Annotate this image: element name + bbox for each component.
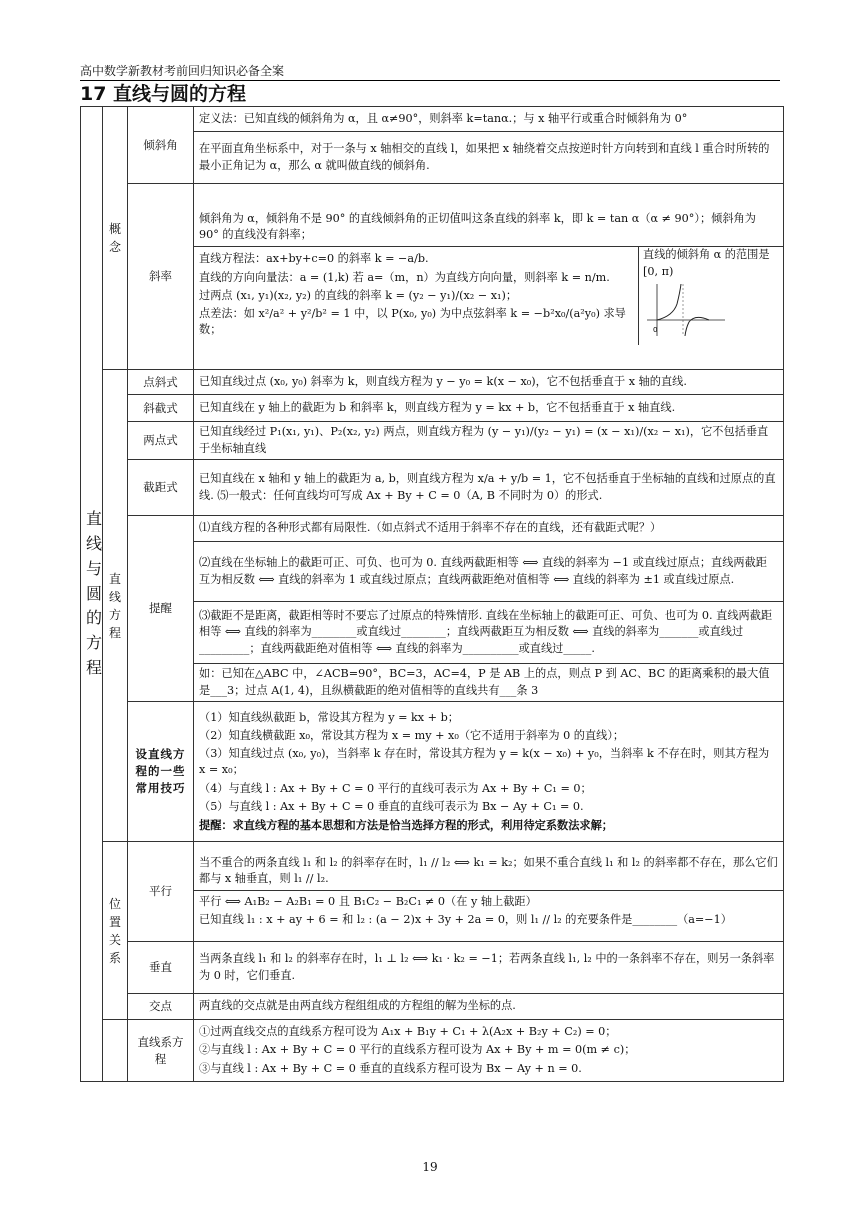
- slope-method-4: 点差法：如 x²/a² + y²/b² = 1 中，以 P(x₀, y₀) 为中点弦斜率 k = −b²x₀/(a²y₀) 求导数；: [199, 307, 626, 337]
- tip-3: （3）知直线过点 (x₀, y₀)，当斜率 k 存在时，常设其方程为 y = k(x − x₀) + y₀，当斜率 k 不存在时，则其方程为 x = x₀；: [199, 747, 770, 777]
- parallel-3: 已知直线 l₁ : x + ay + 6 = 和 l₂ : (a − 2)x + 3y + 2a = 0，则 l₁ // l₂ 的充要条件是________（a=−1）: [199, 913, 732, 927]
- intercept-text: 已知直线在 x 轴和 y 轴上的截距为 a, b，则直线方程为 x/a + y/b = 1，它不包括垂直于坐标轴的直线和过原点的直线. ⑸一般式：任何直线均可写成 Ax + By + C = 0（A, B 不同时为 0）的形式.: [194, 460, 784, 516]
- point-slope-text: 已知直线过点 (x₀, y₀) 斜率为 k，则直线方程为 y − y₀ = k(x − x₀)，它不包括垂直于 x 轴的直线.: [194, 370, 784, 395]
- incline-range: 直线的倾斜角 α 的范围是 [0, π): [643, 248, 770, 278]
- reminder-label: 提醒: [128, 516, 194, 702]
- page-number: 19: [422, 1160, 438, 1174]
- reminder-4: 如：已知在△ABC 中，∠ACB=90°，BC=3，AC=4，P 是 AB 上的点，则点 P 到 AC、BC 的距离乘积的最大值是___3；过点 A(1, 4)，且纵横截距的绝对值相等的直线共有___条 3: [194, 664, 784, 702]
- perpendicular-text: 当两条直线 l₁ 和 l₂ 的斜率存在时，l₁ ⊥ l₂ ⟺ k₁ · k₂ = −1；若两条直线 l₁, l₂ 中的一条斜率不存在，则另一条斜率为 0 时，它们垂直.: [194, 942, 784, 994]
- incline-def-2: 在平面直角坐标系中，对于一条与 x 轴相交的直线 l，如果把 x 轴绕着交点按逆时针方向转到和直线 l 重合时所转的最小正角记为 α，那么 α 就叫做直线的倾斜角.: [194, 132, 784, 184]
- incline-def-1: 定义法：已知直线的倾斜角为 α，且 α≠90°，则斜率 k=tanα.；与 x 轴平行或重合时倾斜角为 0°: [194, 107, 784, 132]
- running-header: 高中数学新教材考前回归知识必备全案: [80, 64, 780, 81]
- parallel-content: [194, 842, 784, 942]
- family-content: [194, 1020, 784, 1082]
- family-1: ①过两直线交点的直线系方程可设为 A₁x + B₁y + C₁ + λ(A₂x + B₂y + C₂) = 0；: [199, 1025, 617, 1039]
- slope-intercept-text: 已知直线在 y 轴上的截距为 b 和斜率 k，则直线方程为 y = kx + b，它不包括垂直于 x 轴直线.: [194, 395, 784, 422]
- family-2: ②与直线 l : Ax + By + C = 0 平行的直线系方程可设为 Ax + By + m = 0(m ≠ c)；: [199, 1043, 636, 1057]
- position-label: 位置关系: [103, 842, 128, 1020]
- two-point-label: 两点式: [128, 422, 194, 460]
- section-title: 17 直线与圆的方程: [80, 83, 247, 105]
- tip-4: （4）与直线 l : Ax + By + C = 0 平行的直线可表示为 Ax + By + C₁ = 0；: [199, 781, 592, 795]
- slope-label: 斜率: [128, 184, 194, 370]
- slope-method-3: 过两点 (x₁, y₁)(x₂, y₂) 的直线的斜率 k = (y₂ − y₁)/(x₂ − x₁)；: [199, 288, 518, 302]
- parallel-1: 当不重合的两条直线 l₁ 和 l₂ 的斜率存在时，l₁ // l₂ ⟺ k₁ = k₂；如果不重合直线 l₁ 和 l₂ 的斜率都不存在，那么它们都与 x 轴垂直，则 l₁ // l₂.: [199, 855, 778, 885]
- parallel-label: 平行: [128, 842, 194, 942]
- parallel-2: 平行 ⟺ A₁B₂ − A₂B₁ = 0 且 B₁C₂ − B₂C₁ ≠ 0（在 y 轴上截距）: [199, 895, 537, 908]
- knowledge-table: [80, 106, 784, 1082]
- slope-def: 倾斜角为 α，倾斜角不是 90° 的直线倾斜角的正切值叫这条直线的斜率 k，即 k = tan α（α ≠ 90°）；倾斜角为 90° 的直线没有斜率；: [194, 208, 783, 247]
- tip-5: （5）与直线 l : Ax + By + C = 0 垂直的直线可表示为 Bx − Ay + C₁ = 0.: [199, 799, 584, 813]
- incline-label: 倾斜角: [128, 107, 194, 184]
- intersection-text: 两直线的交点就是由两直线方程组组成的方程组的解为坐标的点.: [194, 994, 784, 1020]
- slope-intercept-label: 斜截式: [128, 395, 194, 422]
- family-empty-cell: [103, 1020, 128, 1082]
- tip-1: （1）知直线纵截距 b，常设其方程为 y = kx + b；: [199, 710, 459, 724]
- reminder-3: ⑶截距不是距离，截距相等时不要忘了过原点的特殊情形. 直线在坐标轴上的截距可正、可负、也可为 0. 直线两截距相等 ⟺ 直线的斜率为________或直线过________；直线两截距互为相反数 ⟺ 直线的斜率为_______或直线过_________；直线两截距绝对值相等 ⟺ 直线的斜率为__________或直线过_____.: [194, 602, 784, 664]
- intercept-label: 截距式: [128, 460, 194, 516]
- topic-label: 直线与圆的方程: [81, 107, 103, 1082]
- two-point-text: 已知直线经过 P₁(x₁, y₁)、P₂(x₂, y₂) 两点，则直线方程为 (y − y₁)/(y₂ − y₁) = (x − x₁)/(x₂ − x₁)，它不包括垂直于坐标轴直线: [194, 422, 784, 460]
- intersection-label: 交点: [128, 994, 194, 1020]
- slope-method-2: 直线的方向向量法：a = (1,k) 若 a=（m，n）为直线方向向量，则斜率 k = n/m.: [199, 270, 610, 284]
- reminder-2: ⑵直线在坐标轴上的截距可正、可负、也可为 0. 直线两截距相等 ⟺ 直线的斜率为 −1 或直线过原点；直线两截距互为相反数 ⟺ 直线的斜率为 1 或直线过原点；直线两截距绝对值相等 ⟺ 直线的斜率为 ±1 或直线过原点.: [194, 542, 784, 602]
- tangent-graph-figure: [643, 280, 729, 340]
- slope-content: [194, 184, 784, 370]
- point-slope-label: 点斜式: [128, 370, 194, 395]
- reminder-1: ⑴直线方程的各种形式都有局限性.（如点斜式不适用于斜率不存在的直线，还有截距式呢？）: [194, 516, 784, 542]
- family-label: 直线系方程: [128, 1020, 194, 1082]
- tip-6: 提醒：求直线方程的基本思想和方法是恰当选择方程的形式，利用待定系数法求解；: [199, 818, 613, 833]
- svg-text:0: 0: [653, 325, 658, 334]
- slope-method-1: 直线方程法：ax+by+c=0 的斜率 k = −a/b.: [199, 252, 429, 266]
- perpendicular-label: 垂直: [128, 942, 194, 994]
- tips-label: 设直线方程的一些常用技巧: [128, 702, 194, 842]
- family-3: ③与直线 l : Ax + By + C = 0 垂直的直线系方程可设为 Bx − Ay + n = 0.: [199, 1061, 582, 1075]
- equation-label: 直线方程: [103, 370, 128, 842]
- tip-2: （2）知直线横截距 x₀，常设其方程为 x = my + x₀（它不适用于斜率为 0 的直线）；: [199, 728, 625, 742]
- concept-label: 概念: [103, 107, 128, 370]
- tips-content: [194, 702, 784, 842]
